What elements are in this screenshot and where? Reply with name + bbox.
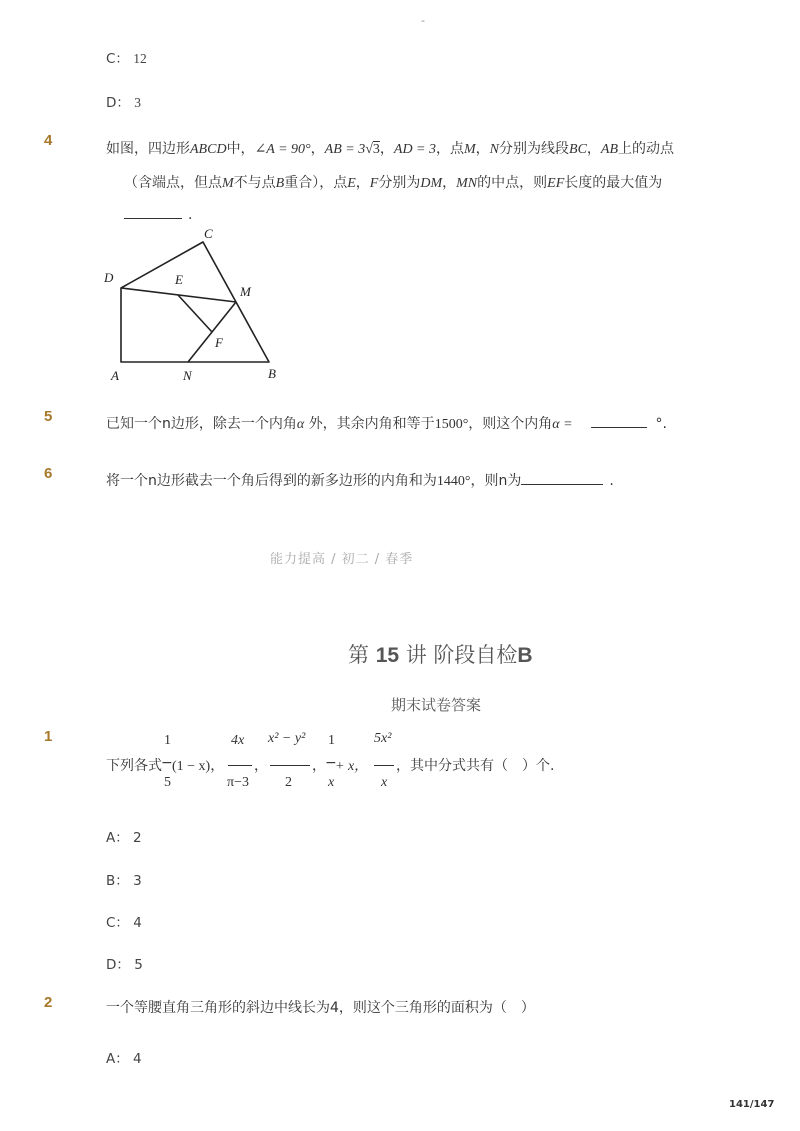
math: B <box>275 176 285 191</box>
text: 分别为 <box>378 175 421 191</box>
text: 的中点，则 <box>477 175 548 191</box>
label-f: F <box>215 335 223 350</box>
text: 如图，四边形 <box>106 141 190 157</box>
text: ，则这个三角形的面积为（ ） <box>338 1000 535 1016</box>
frac4-numerator: 1 <box>328 733 335 748</box>
math: α <box>296 417 305 432</box>
sqrt-symbol: √ <box>365 142 373 157</box>
label-d: D <box>104 270 114 285</box>
math: BC <box>569 142 587 157</box>
text: 将一个n边形截去一个角后得到的新多边形的内角和为 <box>106 473 437 489</box>
math: N <box>489 142 500 157</box>
math: M <box>464 142 476 157</box>
text: . <box>609 473 614 489</box>
option-label: D： <box>106 95 130 111</box>
frac2-numerator: 4x <box>231 733 245 748</box>
text: 讲 阶段自检 <box>405 643 518 667</box>
quadrilateral-outline <box>121 242 269 362</box>
frac3-numerator: x² − y² <box>268 731 306 746</box>
frac1-numerator: 1 <box>164 733 171 748</box>
answer-blank <box>124 206 182 219</box>
label-a: A <box>111 368 119 383</box>
q4-line-2 <box>124 172 662 192</box>
math: MN <box>456 176 478 191</box>
quadrilateral-figure <box>100 222 290 384</box>
q2-text <box>106 997 535 1017</box>
text: 重合），点 <box>284 175 348 191</box>
frac1-rest: (1 − x)， <box>172 759 225 774</box>
text: 第 <box>348 643 369 667</box>
frac5-denominator: x <box>381 775 388 790</box>
math: EF <box>547 176 565 191</box>
q1-lead: 下列各式 <box>106 758 162 774</box>
text: （含端点，但点 <box>124 175 222 191</box>
text: ， <box>442 175 457 191</box>
subtitle: 期末试卷答案 <box>391 696 482 714</box>
option-label: B： <box>106 873 129 889</box>
text: 已知一个n边形，除去一个内角 <box>106 416 297 432</box>
frac4-rest: + x， <box>335 759 369 774</box>
text: 中， <box>226 141 255 157</box>
math: AB = 3 <box>324 142 366 157</box>
option-label: C： <box>106 915 129 931</box>
text: ， <box>310 141 325 157</box>
math: ∠A = 90° <box>254 142 311 157</box>
option-value: 4 <box>133 1051 142 1067</box>
lecture-title <box>348 639 533 669</box>
option-label: A： <box>106 1051 129 1067</box>
math: 3 <box>372 142 380 157</box>
option-value: 2 <box>133 830 142 846</box>
option-d <box>106 91 141 111</box>
frac4-minus: − <box>325 755 337 771</box>
label-c: C <box>204 226 213 241</box>
text: 不与点 <box>233 175 276 191</box>
label-e: E <box>175 272 183 287</box>
text: 一个等腰直角三角形的斜边中线长为 <box>106 1000 330 1016</box>
option-c <box>106 911 142 931</box>
question-number-5: 5 <box>44 408 53 425</box>
text: 上的动点 <box>618 141 675 157</box>
page-footer-breadcrumb: 能力提高 / 初二 / 春季 <box>270 552 414 567</box>
separator: ， <box>254 758 268 774</box>
math: 1500° <box>434 417 469 432</box>
math: 1440° <box>436 474 471 489</box>
frac2-denominator: π−3 <box>227 775 249 790</box>
option-label: D： <box>106 957 130 973</box>
frac3-denominator: 2 <box>285 775 292 790</box>
text: ，则这个内角 <box>468 416 553 432</box>
option-c <box>106 47 147 67</box>
option-value: 3 <box>134 95 141 110</box>
text: 外，其余内角和等于 <box>308 416 435 432</box>
math: α = <box>552 417 573 432</box>
text: ， <box>475 141 490 157</box>
answer-blank <box>521 472 603 485</box>
frac2-bar <box>228 765 252 766</box>
question-number-2: 2 <box>44 994 53 1011</box>
separator: ， <box>312 758 326 774</box>
option-d <box>106 953 143 973</box>
label-n: N <box>183 368 192 383</box>
math: E <box>347 176 356 191</box>
text: ， <box>355 175 370 191</box>
frac1-denominator: 5 <box>164 775 171 790</box>
question-number-1: 1 <box>44 728 53 745</box>
math: AD = 3 <box>393 142 436 157</box>
option-label: C： <box>106 51 129 67</box>
question-number-6: 6 <box>44 465 53 482</box>
label-m: M <box>240 284 251 299</box>
top-mark: - <box>421 14 425 27</box>
q5-text <box>106 413 667 433</box>
text: ， <box>586 141 601 157</box>
text: ，点 <box>436 141 464 157</box>
option-value: 12 <box>133 51 147 66</box>
math: 4 <box>330 1000 339 1016</box>
text: ， <box>379 141 394 157</box>
math: ABCD <box>190 142 227 157</box>
text: ，则n为 <box>470 473 522 489</box>
page-number: 141/147 <box>729 1099 775 1110</box>
text: 分别为线段 <box>499 141 570 157</box>
lecture-letter: B <box>517 644 533 667</box>
q4-line-1 <box>106 138 674 158</box>
option-a <box>106 1047 142 1067</box>
frac3-bar <box>270 765 310 766</box>
option-label: A： <box>106 830 129 846</box>
math: AB <box>600 142 619 157</box>
text: . <box>188 207 193 223</box>
option-value: 3 <box>133 873 142 889</box>
q1-minus: − <box>161 755 173 771</box>
answer-blank <box>591 415 647 428</box>
option-a <box>106 826 142 846</box>
q1-tail: ，其中分式共有（ ）个. <box>396 758 555 774</box>
frac5-numerator: 5x² <box>374 731 392 746</box>
segment-ef <box>178 295 212 332</box>
frac4-denominator: x <box>328 775 335 790</box>
frac5-bar <box>374 765 394 766</box>
q4-line-3 <box>124 206 192 223</box>
question-number-4: 4 <box>44 132 53 149</box>
lecture-number: 15 <box>375 644 400 667</box>
text: 长度的最大值为 <box>564 175 663 191</box>
math: F <box>369 176 379 191</box>
option-value: 4 <box>133 915 142 931</box>
option-value: 5 <box>134 957 143 973</box>
math: DM <box>420 176 443 191</box>
label-b: B <box>268 366 276 381</box>
text: °. <box>655 416 667 432</box>
q6-text <box>106 470 614 490</box>
option-b <box>106 869 142 889</box>
math: M <box>222 176 234 191</box>
